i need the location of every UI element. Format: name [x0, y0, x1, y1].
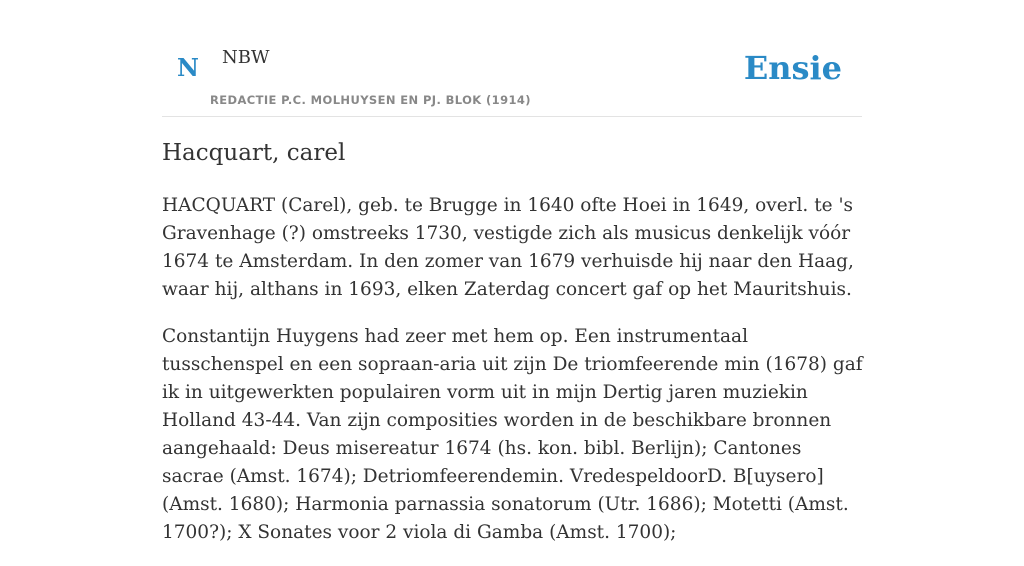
article-paragraph: HACQUART (Carel), geb. te Brugge in 1640 ofte Hoei in 1649, overl. te 's Gravenhage (?) omstreeks 1730, vestigde zich als musicus denkelijk vóór 1674 te Amsterdam. In den zomer van 1679 verhuisde hij naar den Haag, waar hij, althans in 1693, elken Zaterdag concert gaf op het Mauritshuis.: [162, 195, 854, 300]
page-title: Hacquart, carel: [162, 140, 346, 166]
header: [162, 0, 862, 117]
article-paragraph: Constantijn Huygens had zeer met hem op. Een instrumentaal tusschenspel en een sopraan-aria uit zijn De triomfeerende min (1678) gaf ik in uitgewerkten populairen vorm uit in mijn Dertig jaren muziekin Holland 43-44. Van zijn composities worden in de beschikbare bronnen aangehaald: Deus misereatur 1674 (hs. kon. bibl. Berlijn); Cantones sacrae (Amst. 1674); Detriomfeerendemin. VredespeldoorD. B[uysero] (Amst. 1680); Harmonia parnassia sonatorum (Utr. 1686); Motetti (Amst. 1700?); X Sonates voor 2 viola di Gamba (Amst. 1700);: [162, 326, 863, 543]
source-subtitle: REDACTIE P.C. MOLHUYSEN EN PJ. BLOK (1914): [210, 93, 531, 107]
article-body: [162, 192, 864, 566]
source-name[interactable]: NBW: [222, 47, 270, 68]
brand-logo-link[interactable]: Ensie: [743, 49, 842, 87]
source-logo[interactable]: N: [177, 53, 199, 82]
